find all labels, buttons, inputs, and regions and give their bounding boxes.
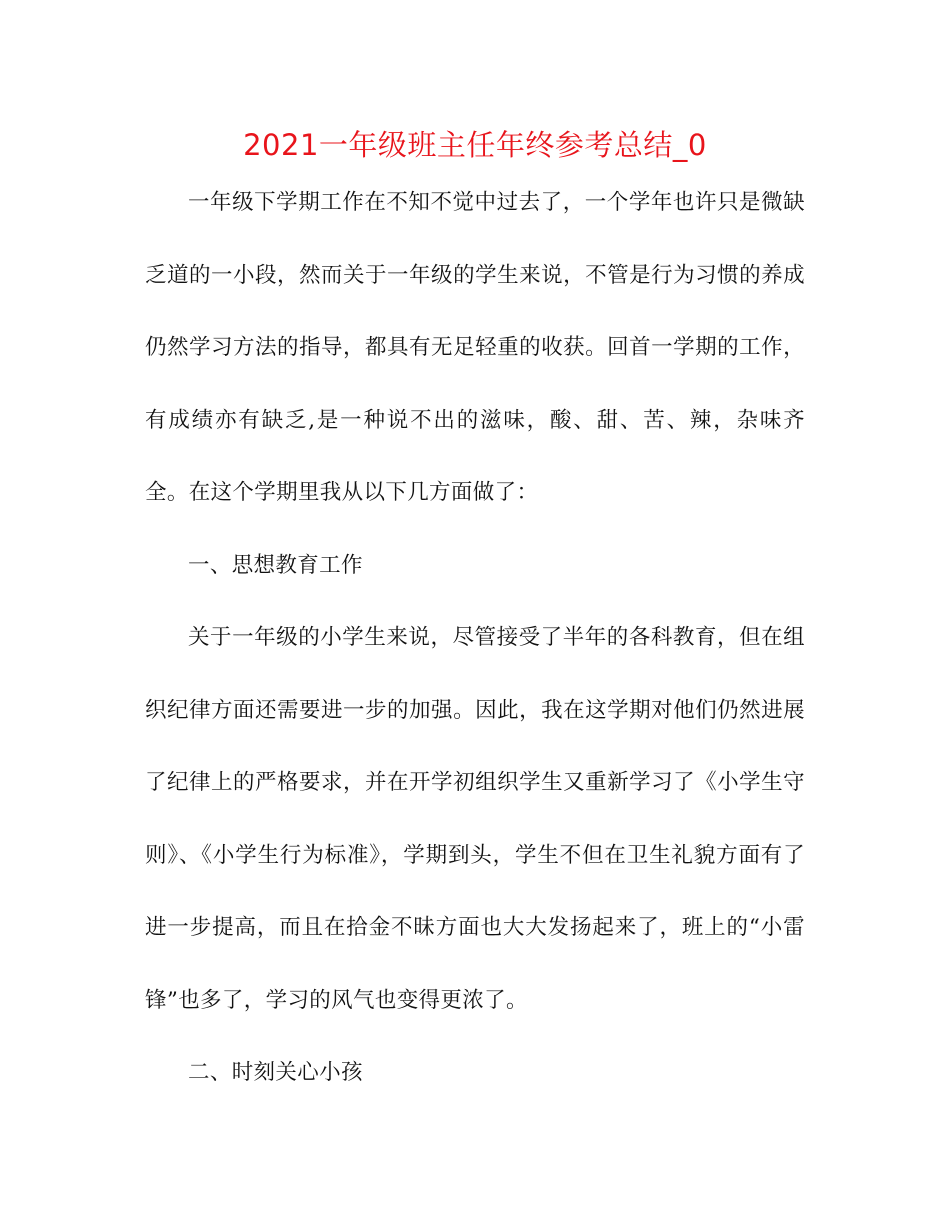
document-body: [145, 167, 805, 1110]
ideological-education-paragraph: 关于一年级的小学生来说，尽管接受了半年的各科教育，但在组织纪律方面还需要进一步的加强。因此，我在这学期对他们仍然进展了纪律上的严格要求，并在开学初组织学生又重新学习了《小学生守则》、《小学生行为标准》，学期到头，学生不但在卫生礼貌方面有了进一步提高，而且在拾金不昧方面也大大发扬起来了，班上的“小雷锋”也多了，学习的风气也变得更浓了。: [145, 625, 805, 1013]
section-heading-caring-for-children: 二、时刻关心小孩: [188, 1060, 363, 1085]
intro-paragraph: 一年级下学期工作在不知不觉中过去了，一个学年也许只是微缺乏道的一小段，然而关于一年级的学生来说，不管是行为习惯的养成仍然学习方法的指导，都具有无足轻重的收获。回首一学期的工作，有成绩亦有缺乏,是一种说不出的滋味，酸、甜、苦、辣，杂味齐全。在这个学期里我从以下几方面做了：: [145, 190, 805, 505]
document-title: 2021一年级班主任年终参考总结_0: [243, 128, 707, 162]
section-heading-ideological-education: 一、思想教育工作: [188, 552, 363, 578]
